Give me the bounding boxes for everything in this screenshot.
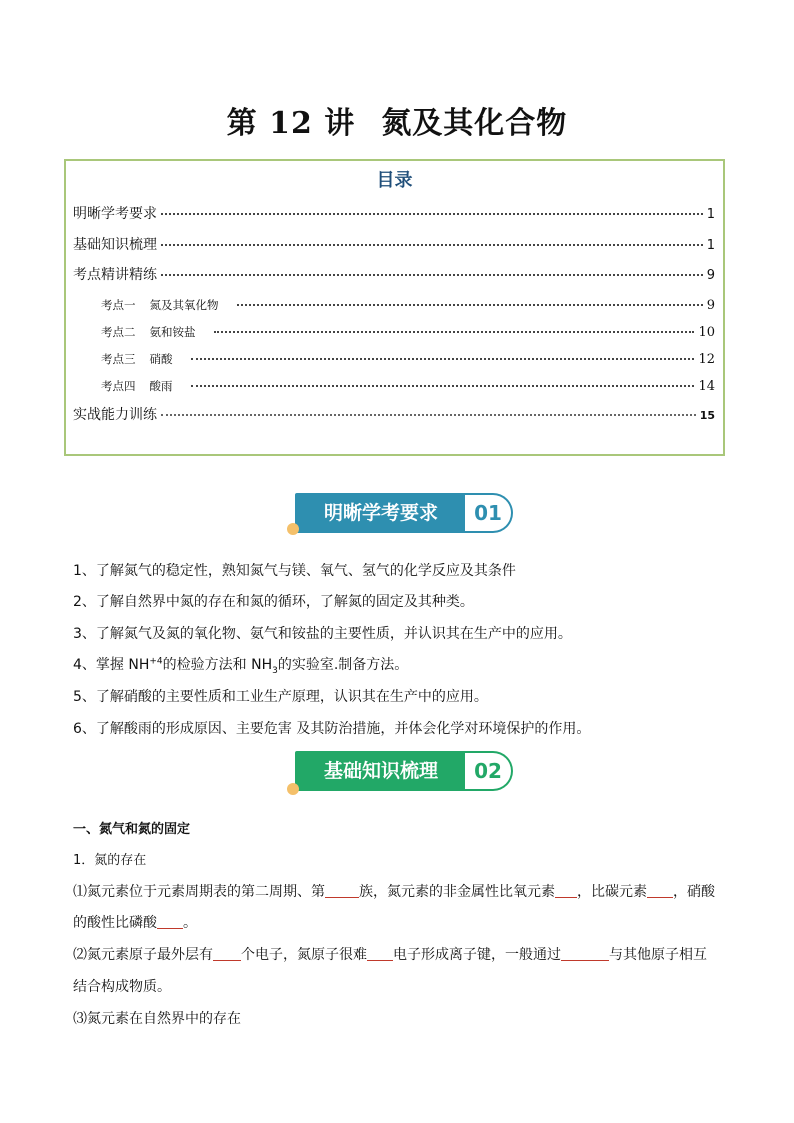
toc-sub-entry-1[interactable] xyxy=(101,297,715,313)
toc-entry-label: 考点精讲精练 xyxy=(73,267,157,283)
content-paragraph-3: ⑶氮元素在自然界中的存在 xyxy=(73,1011,241,1027)
toc-leader xyxy=(161,414,696,416)
requirement-item: 6、了解酸雨的形成原因、主要危害 及其防治措施，并体会化学对环境保护的作用。 xyxy=(73,721,591,737)
toc-entry-knowledge[interactable] xyxy=(73,234,715,254)
fill-blank[interactable] xyxy=(647,883,673,898)
toc-sub-label: 氨和铵盐 xyxy=(149,325,196,339)
section-banner-number: 02 xyxy=(465,751,513,791)
content-paragraph-1-cont: 的酸性比磷酸 。 xyxy=(73,915,197,931)
requirement-item: 1、了解氮气的稳定性，熟知氮气与镁、氧气、氢气的化学反应及其条件 xyxy=(73,563,516,579)
toc-leader xyxy=(161,274,703,276)
toc-entry-label: 明晰学考要求 xyxy=(73,206,157,222)
requirement-item: 3、了解氮气及氮的氧化物、氨气和铵盐的主要性质，并认识其在生产中的应用。 xyxy=(73,626,572,642)
toc-entry-page: 12 xyxy=(698,352,715,367)
content-heading: 一、氮气和氮的固定 xyxy=(73,822,191,837)
toc-sub-entry-2[interactable] xyxy=(101,324,715,340)
toc-heading: 目录 xyxy=(376,170,413,191)
table-of-contents xyxy=(64,159,725,456)
content-subheading: 1．氮的存在 xyxy=(73,853,147,868)
content-paragraph-1: ⑴氮元素位于元素周期表的第二周期、第 族，氮元素的非金属性比氧元素 ，比碳元素 ，硝酸 xyxy=(73,884,715,900)
toc-sub-label: 硝酸 xyxy=(149,352,173,366)
page-title xyxy=(0,98,794,142)
fill-blank[interactable] xyxy=(555,883,577,898)
toc-leader xyxy=(191,358,695,360)
toc-leader xyxy=(237,304,703,306)
requirement-item: 5、了解硝酸的主要性质和工业生产原理，认识其在生产中的应用。 xyxy=(73,689,488,705)
toc-leader xyxy=(161,244,703,246)
toc-entry-page: 10 xyxy=(698,325,715,340)
toc-entry-page: 1 xyxy=(706,207,715,222)
toc-entry-label: 实战能力训练 xyxy=(73,407,157,423)
fill-blank[interactable] xyxy=(213,946,241,961)
section-banner-label: 明晰学考要求 xyxy=(295,493,467,533)
content-paragraph-2: ⑵氮元素原子最外层有 个电子，氮原子很难 电子形成离子键，一般通过 与其他原子相互 xyxy=(73,947,707,963)
fill-blank[interactable] xyxy=(157,914,183,929)
toc-sub-entry-4[interactable] xyxy=(101,378,715,394)
section-banner-01 xyxy=(295,493,513,533)
lecture-topic: 氮及其化合物 xyxy=(381,106,568,141)
content-paragraph-2-cont: 结合构成物质。 xyxy=(73,979,171,995)
toc-sub-label: 酸雨 xyxy=(149,379,173,393)
fill-blank[interactable] xyxy=(325,883,359,898)
banner-dot-icon xyxy=(287,783,299,795)
toc-leader xyxy=(214,331,695,333)
toc-sub-tag: 考点四 xyxy=(101,379,136,393)
section-banner-number: 01 xyxy=(465,493,513,533)
toc-entry-exam-points[interactable] xyxy=(73,264,715,284)
section-banner-02 xyxy=(295,751,513,791)
toc-leader xyxy=(191,385,695,387)
requirement-item: 2、了解自然界中氮的存在和氮的循环，了解氮的固定及其种类。 xyxy=(73,594,474,610)
toc-sub-tag: 考点三 xyxy=(101,352,136,366)
toc-entry-page: 14 xyxy=(698,379,715,394)
toc-sub-entry-3[interactable] xyxy=(101,351,715,367)
toc-entry-requirements[interactable] xyxy=(73,203,715,223)
toc-entry-practice[interactable] xyxy=(73,404,715,424)
toc-entry-page: 9 xyxy=(706,268,715,283)
toc-sub-label: 氮及其氧化物 xyxy=(149,298,219,312)
fill-blank[interactable] xyxy=(367,946,393,961)
toc-sub-tag: 考点二 xyxy=(101,325,136,339)
toc-entry-label: 基础知识梳理 xyxy=(73,237,157,253)
lecture-number: 第 12 讲 xyxy=(226,106,356,141)
banner-dot-icon xyxy=(287,523,299,535)
toc-entry-page: 9 xyxy=(706,298,715,313)
toc-entry-page: 1 xyxy=(706,238,715,253)
toc-sub-tag: 考点一 xyxy=(101,298,136,312)
requirement-item: 4、掌握 $NH^{+4}$的检验方法和 $NH_3$的实验室.制备方法。 xyxy=(73,656,409,676)
toc-entry-page: 15 xyxy=(699,409,715,422)
section-banner-label: 基础知识梳理 xyxy=(295,751,467,791)
fill-blank[interactable] xyxy=(561,946,609,961)
toc-leader xyxy=(161,213,703,215)
